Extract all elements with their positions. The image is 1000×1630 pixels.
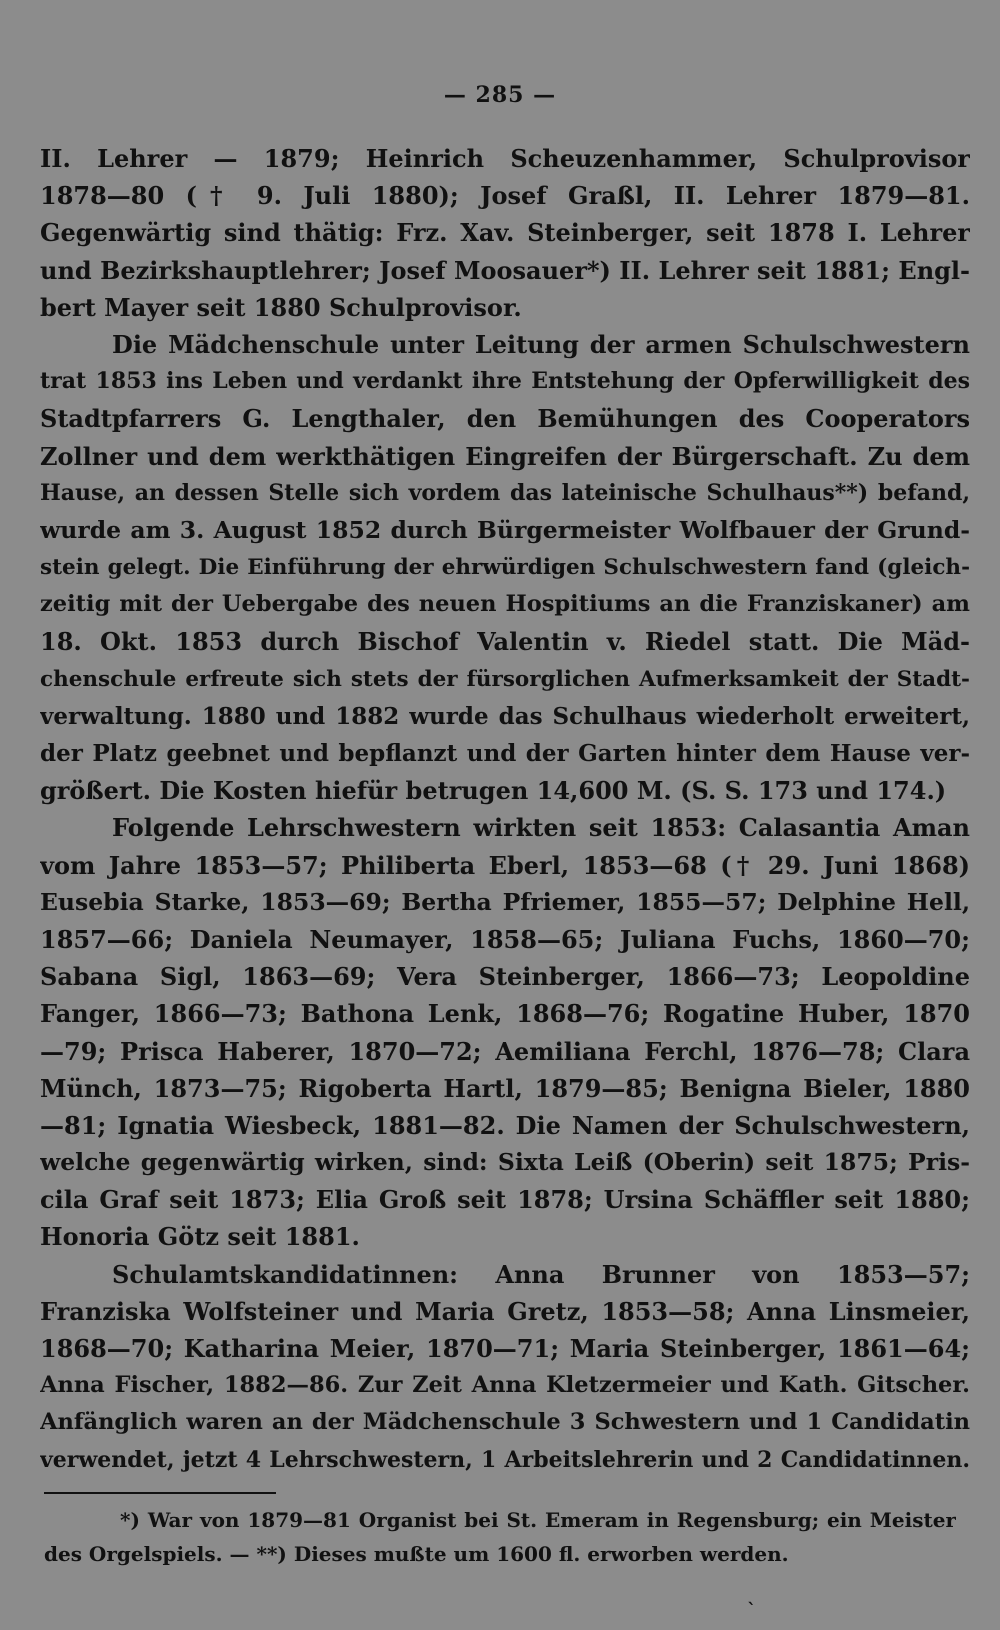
text-line: bert Mayer seit 1880 Schulprovisor.	[40, 292, 522, 322]
text-line: 18. Okt. 1853 durch Bischof Valentin v. Riedel statt. Die Mäd-	[40, 627, 970, 657]
text-line: Eusebia Starke, 1853—69; Bertha Pfriemer, 1855—57; Delphine Hell,	[40, 887, 970, 916]
text-line: Schulamtskandidatinnen: Anna Brunner von 1853—57;	[112, 1259, 970, 1289]
text-line: wurde am 3. August 1852 durch Bürgermeister Wolfbauer der Grund-	[40, 515, 970, 544]
text-line: zeitig mit der Uebergabe des neuen Hospitiums an die Franziskaner) am	[40, 591, 970, 618]
text-line: vom Jahre 1853—57; Philiberta Eberl, 1853—68 († 29. Juni 1868)	[40, 850, 970, 880]
text-line: 1868—70; Katharina Meier, 1870—71; Maria Steinberger, 1861—64;	[40, 1334, 970, 1363]
text-line: Honoria Götz seit 1881.	[40, 1222, 360, 1252]
footnotes	[44, 1503, 956, 1571]
text-line: verwaltung. 1880 und 1882 wurde das Schulhaus wiederholt erweitert,	[40, 702, 970, 730]
footnote-rule	[44, 1492, 276, 1494]
text-line: Folgende Lehrschwestern wirkten seit 1853: Calasantia Aman	[112, 813, 970, 843]
text-line: Zollner und dem werkthätigen Eingreifen der Bürgerschaft. Zu dem	[40, 441, 970, 471]
text-line: Hause, an dessen Stelle sich vordem das lateinische Schulhaus**) befand,	[40, 479, 970, 506]
text-line: Münch, 1873—75; Rigoberta Hartl, 1879—85; Benigna Bieler, 1880	[40, 1073, 970, 1103]
text-line: welche gegenwärtig wirken, sind: Sixta Leiß (Oberin) seit 1875; Pris-	[40, 1148, 970, 1177]
text-line: und Bezirkshauptlehrer; Josef Moosauer*) II. Lehrer seit 1881; Engl-	[40, 255, 970, 285]
text-line: Stadtpfarrers G. Lengthaler, den Bemühungen des Cooperators	[40, 404, 970, 434]
text-line: 1878—80 († 9. Juli 1880); Josef Graßl, II. Lehrer 1879—81.	[40, 181, 970, 211]
text-line: Die Mädchenschule unter Leitung der armen Schulschwestern	[112, 329, 970, 359]
text-line: verwendet, jetzt 4 Lehrschwestern, 1 Arbeitslehrerin und 2 Candidatinnen.	[40, 1446, 970, 1473]
footnote-line: des Orgelspiels. — **) Dieses mußte um 1600 fl. erworben werden.	[44, 1542, 789, 1566]
text-line: Anna Fischer, 1882—86. Zur Zeit Anna Kletzermeier und Kath. Gitscher.	[40, 1372, 970, 1399]
text-line: Franziska Wolfsteiner und Maria Gretz, 1853—58; Anna Linsmeier,	[40, 1296, 970, 1326]
footnote-line: *) War von 1879—81 Organist bei St. Emeram in Regensburg; ein Meister	[120, 1508, 956, 1532]
print-mark: `	[747, 1600, 756, 1621]
text-line: —79; Prisca Haberer, 1870—72; Aemiliana Ferchl, 1876—78; Clara	[40, 1036, 970, 1066]
text-line: 1857—66; Daniela Neumayer, 1858—65; Juliana Fuchs, 1860—70;	[40, 924, 970, 954]
text-line: stein gelegt. Die Einführung der ehrwürdigen Schulschwestern fand (gleich-	[40, 555, 970, 581]
text-line: cila Graf seit 1873; Elia Groß seit 1878; Ursina Schäffler seit 1880;	[40, 1185, 970, 1215]
text-line: II. Lehrer — 1879; Heinrich Scheuzenhammer, Schulprovisor	[40, 144, 970, 173]
text-line: Fanger, 1866—73; Bathona Lenk, 1868—76; Rogatine Huber, 1870	[40, 999, 970, 1029]
main-text	[40, 140, 970, 1479]
text-line: chenschule erfreute sich stets der fürsorglichen Aufmerksamkeit der Stadt-	[40, 666, 970, 692]
text-line: trat 1853 ins Leben und verdankt ihre Entstehung der Opferwilligkeit des	[40, 368, 970, 395]
text-line: —81; Ignatia Wiesbeck, 1881—82. Die Namen der Schulschwestern,	[40, 1110, 970, 1140]
text-line: der Platz geebnet und bepflanzt und der Garten hinter dem Hause ver-	[40, 740, 970, 767]
text-line: Gegenwärtig sind thätig: Frz. Xav. Steinberger, seit 1878 I. Lehrer	[40, 218, 970, 248]
page-number: — 285 —	[443, 82, 557, 108]
text-line: Sabana Sigl, 1863—69; Vera Steinberger, 1866—73; Leopoldine	[40, 962, 970, 992]
text-line: Anfänglich waren an der Mädchenschule 3 Schwestern und 1 Candidatin	[40, 1409, 970, 1436]
text-line: größert. Die Kosten hiefür betrugen 14,600 M. (S. S. 173 und 174.)	[40, 776, 947, 806]
